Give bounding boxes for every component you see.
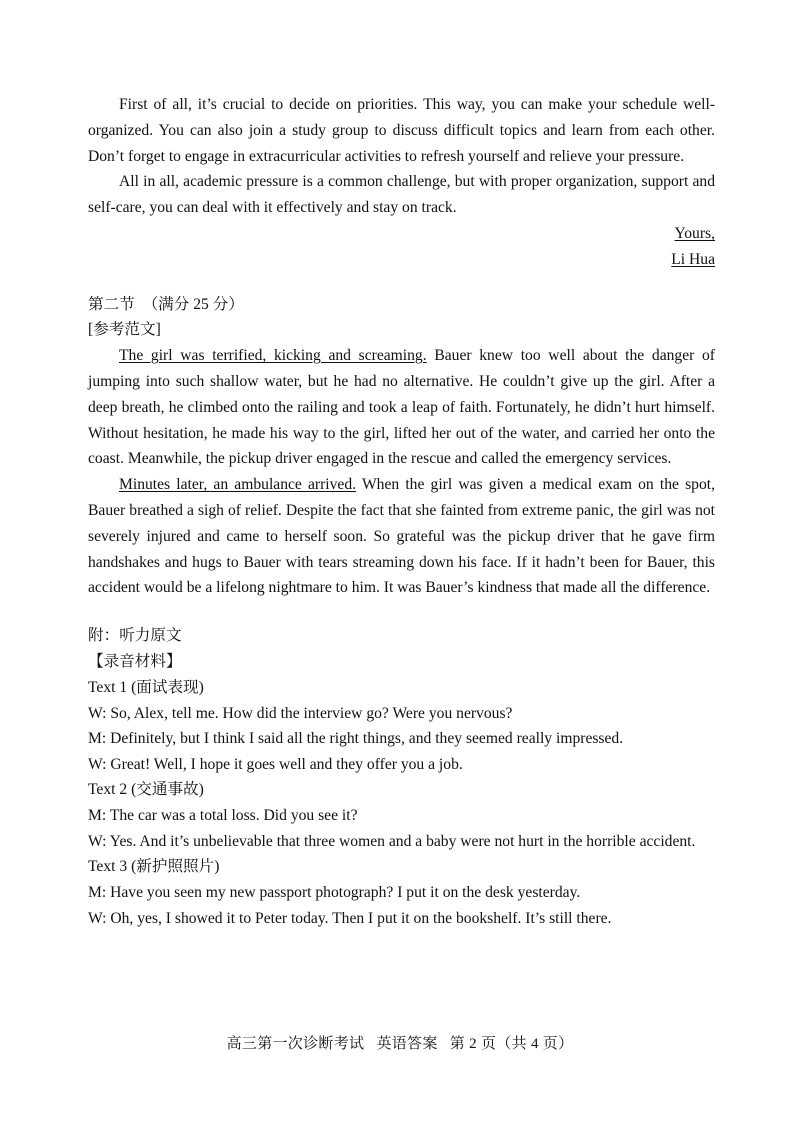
- essay-opening-sentence: The girl was terrified, kicking and screaming.: [119, 347, 427, 365]
- dialogue-line: W: So, Alex, tell me. How did the interview go? Were you nervous?: [88, 704, 513, 722]
- page-content: [88, 92, 715, 931]
- dialogue-line: W: Yes. And it’s unbelievable that three women and a baby were not hurt in the horrible accident.: [88, 832, 696, 850]
- text-title: Text 1 (面试表现): [88, 678, 204, 696]
- appendix-title: 附：听力原文: [88, 627, 182, 645]
- essay-opening-sentence: Minutes later, an ambulance arrived.: [119, 476, 357, 494]
- letter-signature: [88, 247, 715, 273]
- text-title: Text 2 (交通事故): [88, 781, 204, 799]
- letter-paragraph: All in all, academic pressure is a common challenge, but with proper organization, support and self-care, you can deal with it effectively and stay on track.: [88, 173, 715, 217]
- essay-body-text: Bauer knew too well about the danger of jumping into such shallow water, but he had no alternative. He couldn’t give up the girl. After a deep breath, he climbed onto the railing and took a leap of faith. Fortunately, he didn’t hurt himself. Without hesitation, he made his way to the girl, lifted her out of the water, and carried her onto the coast. Meanwhile, the pickup driver engaged in the rescue and called the emergency services.: [88, 347, 715, 468]
- dialogue-line: M: Have you seen my new passport photograph? I put it on the desk yesterday.: [88, 884, 581, 902]
- dialogue-line: M: The car was a total loss. Did you see it?: [88, 807, 358, 825]
- closing-text: Yours,: [674, 224, 715, 242]
- signature-text: Li Hua: [671, 250, 715, 268]
- section-heading: 第二节 （满分 25 分）: [88, 295, 244, 313]
- essay-paragraph-2: [88, 472, 715, 601]
- letter-paragraph: First of all, it’s crucial to decide on priorities. This way, you can make your schedule well-organized. You can also join a study group to discuss difficult topics and learn from each other. Don’t forget to engage in extracurricular activities to refresh yourself and relieve your pressure.: [88, 96, 715, 165]
- material-label: 【录音材料】: [88, 652, 182, 670]
- essay-paragraph-1: [88, 343, 715, 472]
- section-gap: [88, 601, 715, 623]
- text-title: Text 3 (新护照照片): [88, 858, 220, 876]
- dialogue-line: M: Definitely, but I think I said all the right things, and they seemed really impressed.: [88, 730, 624, 748]
- page-footer: 高三第一次诊断考试 英语答案 第 2 页（共 4 页）: [226, 1036, 574, 1052]
- dialogue-line: W: Great! Well, I hope it goes well and they offer you a job.: [88, 755, 463, 773]
- dialogue-line: W: Oh, yes, I showed it to Peter today. Then I put it on the bookshelf. It’s still there.: [88, 909, 612, 927]
- essay-body-text: When the girl was given a medical exam on the spot, Bauer breathed a sigh of relief. Despite the fact that she fainted from extreme panic, the girl was not severely injured and came to herself soon. So grateful was the pickup driver that he gave firm handshakes and hugs to Bauer with tears streaming down his face. If it hadn’t been for Bauer, this accident would be a lifelong nightmare to him. It was Bauer’s kindness that made all the difference.: [88, 476, 715, 597]
- section-gap: [88, 273, 715, 292]
- section-label: [参考范文]: [88, 321, 161, 339]
- letter-closing: [88, 221, 715, 247]
